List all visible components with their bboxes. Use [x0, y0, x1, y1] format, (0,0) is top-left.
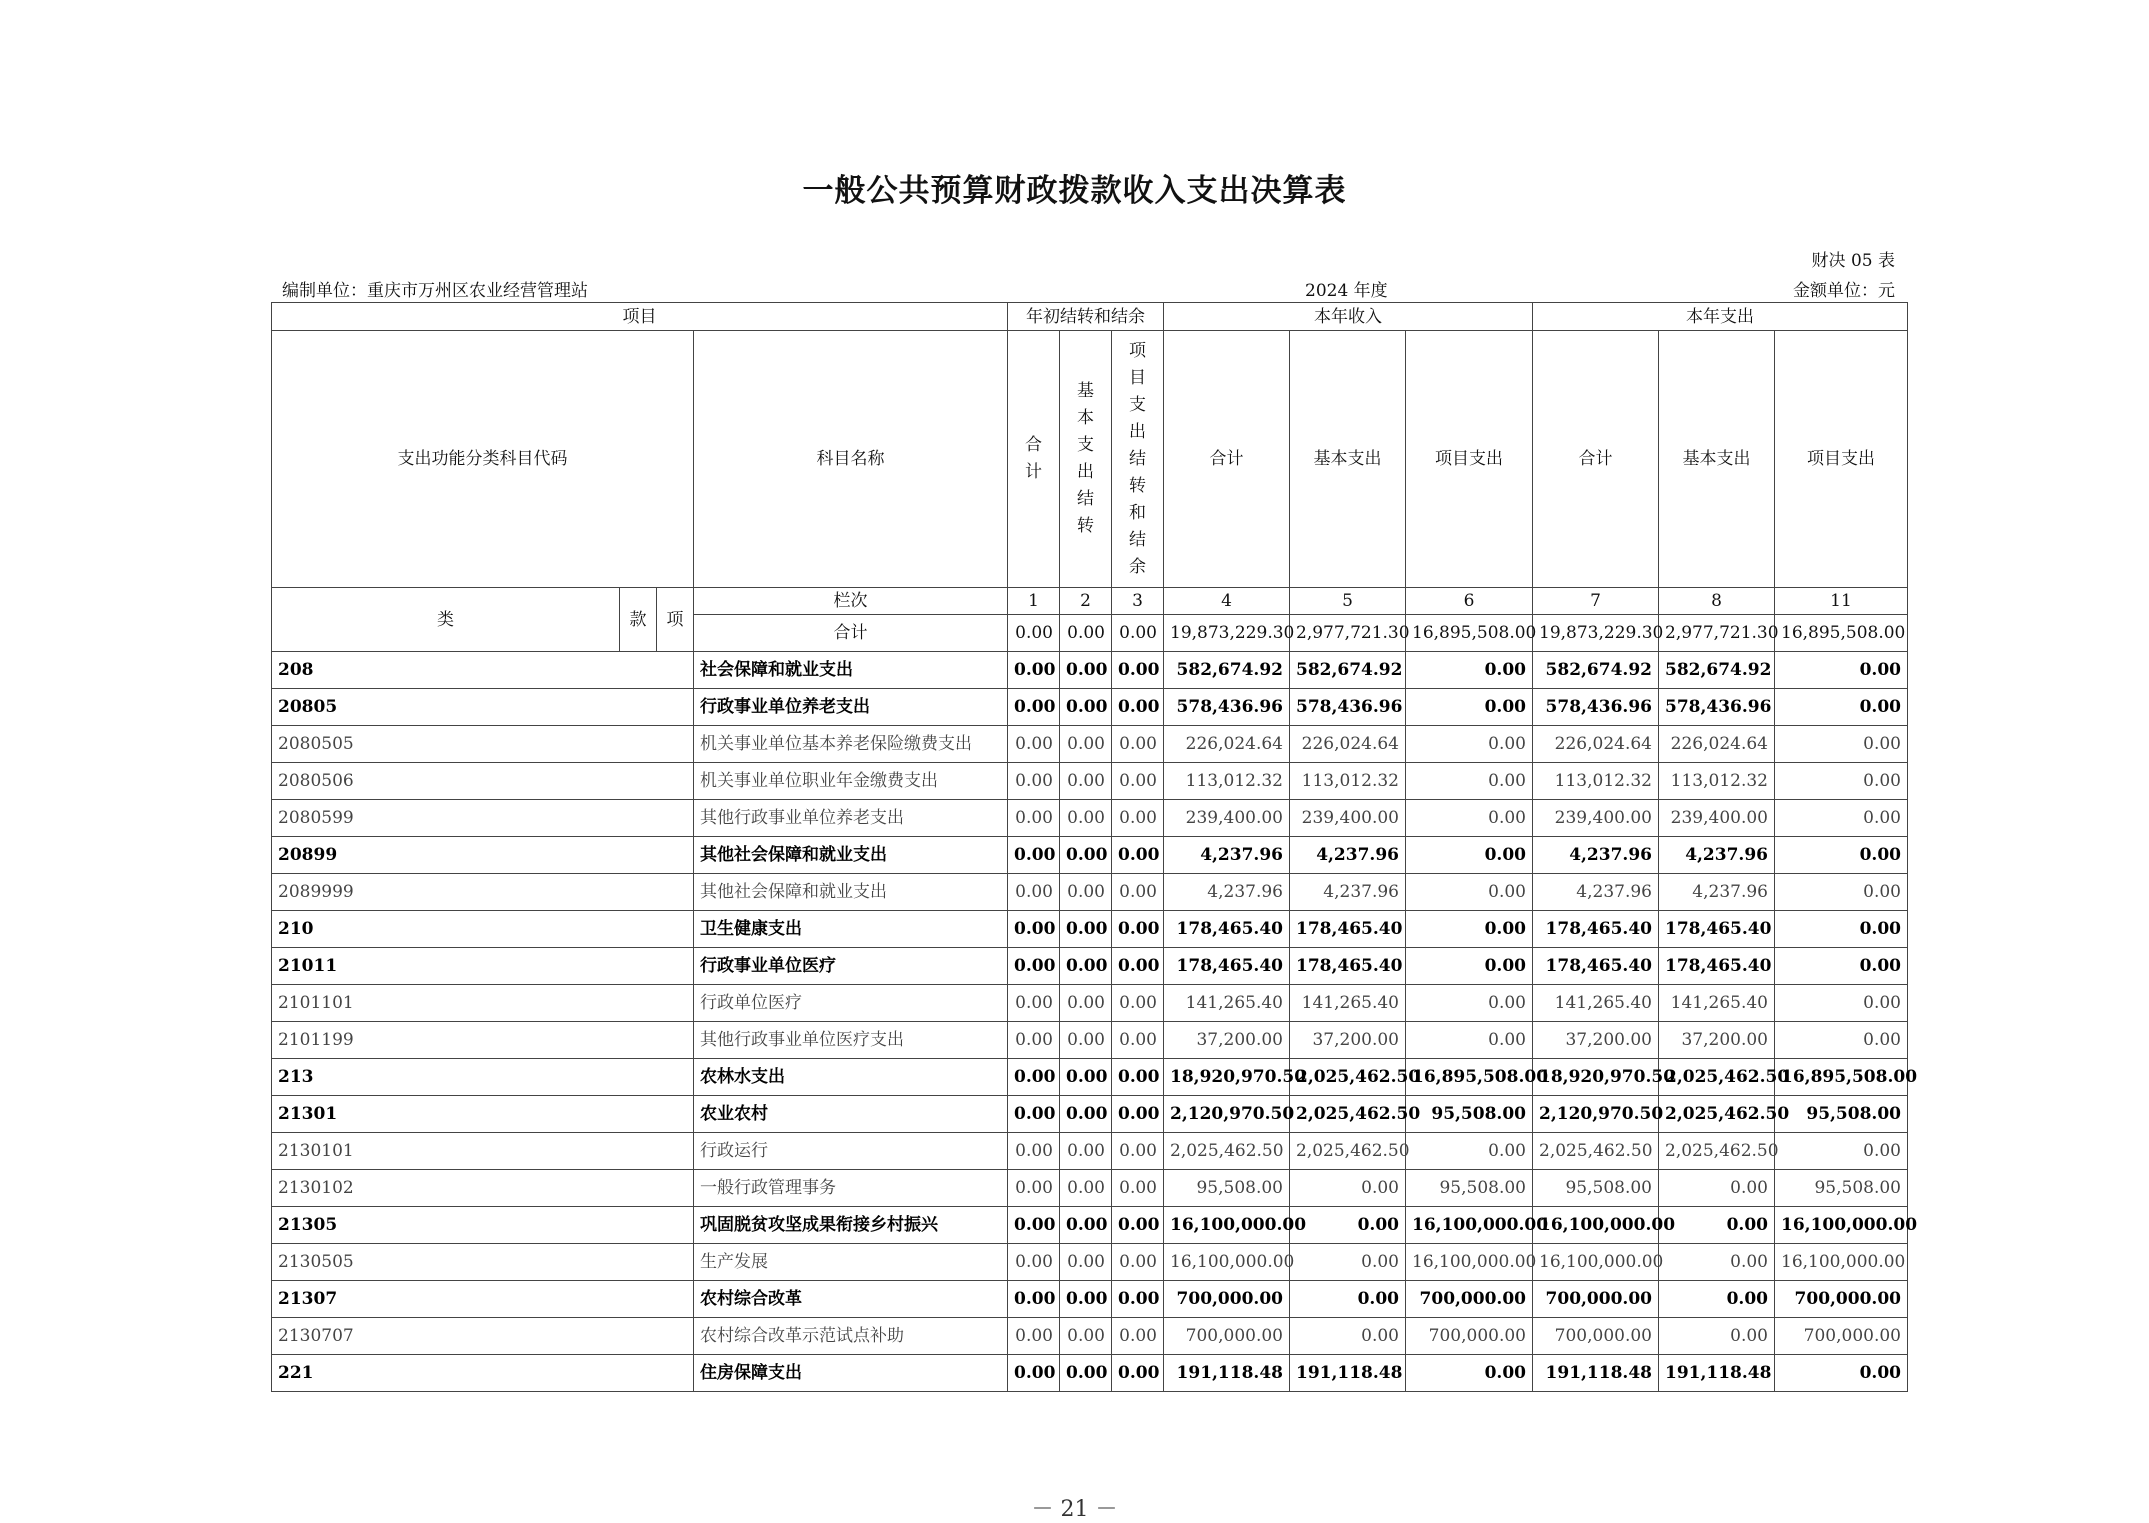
- total-value: 19,873,229.30: [1164, 615, 1290, 652]
- row-value: 95,508.00: [1775, 1096, 1908, 1133]
- table-row: [272, 874, 1908, 911]
- row-value: 0.00: [1406, 874, 1533, 911]
- row-value: 16,895,508.00: [1775, 1059, 1908, 1096]
- header-begin-basic: 基本支出结转: [1077, 381, 1094, 536]
- row-code: 2130707: [272, 1318, 694, 1355]
- row-value: 0.00: [1659, 1281, 1775, 1318]
- row-value: 0.00: [1406, 1133, 1533, 1170]
- row-value: 239,400.00: [1659, 800, 1775, 837]
- row-value: 0.00: [1112, 948, 1164, 985]
- row-value: 0.00: [1060, 985, 1112, 1022]
- row-value: 16,895,508.00: [1406, 1059, 1533, 1096]
- row-value: 0.00: [1008, 837, 1060, 874]
- row-value: 0.00: [1775, 1022, 1908, 1059]
- table-row: [272, 1022, 1908, 1059]
- row-value: 0.00: [1290, 1207, 1406, 1244]
- table-row: [272, 689, 1908, 726]
- header-begin-balance: 年初结转和结余: [1008, 303, 1164, 331]
- row-value: 18,920,970.50: [1533, 1059, 1659, 1096]
- row-value: 0.00: [1406, 911, 1533, 948]
- table-row: [272, 1059, 1908, 1096]
- row-code: 208: [272, 652, 694, 689]
- row-value: 141,265.40: [1164, 985, 1290, 1022]
- row-value: 226,024.64: [1659, 726, 1775, 763]
- row-name: 行政单位医疗: [694, 985, 1008, 1022]
- row-value: 582,674.92: [1533, 652, 1659, 689]
- row-value: 191,118.48: [1533, 1355, 1659, 1392]
- row-value: 0.00: [1008, 763, 1060, 800]
- row-value: 578,436.96: [1290, 689, 1406, 726]
- row-value: 582,674.92: [1659, 652, 1775, 689]
- row-value: 0.00: [1060, 1207, 1112, 1244]
- row-value: 0.00: [1008, 1318, 1060, 1355]
- row-value: 700,000.00: [1164, 1318, 1290, 1355]
- row-value: 0.00: [1112, 985, 1164, 1022]
- row-value: 0.00: [1060, 689, 1112, 726]
- row-value: 16,100,000.00: [1164, 1207, 1290, 1244]
- row-value: 0.00: [1406, 689, 1533, 726]
- total-label: 合计: [694, 615, 1008, 652]
- row-name: 其他行政事业单位医疗支出: [694, 1022, 1008, 1059]
- header-income-project: 项目支出: [1406, 331, 1533, 588]
- document-title: 一般公共预算财政拨款收入支出决算表: [802, 173, 1347, 209]
- row-value: 578,436.96: [1164, 689, 1290, 726]
- row-value: 0.00: [1290, 1170, 1406, 1207]
- row-value: 2,025,462.50: [1164, 1133, 1290, 1170]
- row-value: 95,508.00: [1533, 1170, 1659, 1207]
- col-index: 6: [1406, 588, 1533, 615]
- row-code: 20899: [272, 837, 694, 874]
- row-value: 0.00: [1112, 763, 1164, 800]
- table-row: [272, 1318, 1908, 1355]
- row-value: 0.00: [1060, 1170, 1112, 1207]
- row-value: 700,000.00: [1775, 1281, 1908, 1318]
- row-value: 0.00: [1112, 1170, 1164, 1207]
- row-value: 0.00: [1406, 1022, 1533, 1059]
- row-value: 578,436.96: [1659, 689, 1775, 726]
- row-value: 16,100,000.00: [1775, 1244, 1908, 1281]
- row-code: 221: [272, 1355, 694, 1392]
- row-value: 0.00: [1060, 1281, 1112, 1318]
- row-value: 16,100,000.00: [1406, 1207, 1533, 1244]
- row-value: 0.00: [1060, 1096, 1112, 1133]
- header-xiang: 项: [657, 588, 694, 652]
- row-value: 141,265.40: [1659, 985, 1775, 1022]
- table-row: [272, 1207, 1908, 1244]
- row-value: 0.00: [1112, 1096, 1164, 1133]
- row-value: 191,118.48: [1164, 1355, 1290, 1392]
- row-value: 700,000.00: [1164, 1281, 1290, 1318]
- row-name: 住房保障支出: [694, 1355, 1008, 1392]
- row-value: 700,000.00: [1533, 1318, 1659, 1355]
- row-value: 582,674.92: [1290, 652, 1406, 689]
- row-value: 0.00: [1775, 874, 1908, 911]
- row-value: 0.00: [1060, 763, 1112, 800]
- row-value: 226,024.64: [1290, 726, 1406, 763]
- row-value: 0.00: [1008, 911, 1060, 948]
- header-expense: 本年支出: [1533, 303, 1908, 331]
- row-value: 0.00: [1008, 1244, 1060, 1281]
- total-value: 0.00: [1060, 615, 1112, 652]
- header-lei: 类: [272, 588, 620, 652]
- row-value: 0.00: [1112, 911, 1164, 948]
- row-value: 2,025,462.50: [1290, 1133, 1406, 1170]
- col-index: 8: [1659, 588, 1775, 615]
- row-value: 0.00: [1008, 948, 1060, 985]
- row-value: 0.00: [1775, 652, 1908, 689]
- row-value: 0.00: [1008, 874, 1060, 911]
- row-name: 巩固脱贫攻坚成果衔接乡村振兴: [694, 1207, 1008, 1244]
- total-value: 0.00: [1008, 615, 1060, 652]
- row-value: 178,465.40: [1290, 948, 1406, 985]
- row-value: 4,237.96: [1533, 874, 1659, 911]
- row-value: 0.00: [1060, 1059, 1112, 1096]
- row-code: 2089999: [272, 874, 694, 911]
- row-value: 0.00: [1112, 837, 1164, 874]
- row-value: 0.00: [1060, 1244, 1112, 1281]
- row-name: 行政运行: [694, 1133, 1008, 1170]
- row-value: 95,508.00: [1775, 1170, 1908, 1207]
- row-value: 178,465.40: [1290, 911, 1406, 948]
- row-value: 16,100,000.00: [1164, 1244, 1290, 1281]
- row-value: 0.00: [1659, 1170, 1775, 1207]
- row-value: 0.00: [1659, 1244, 1775, 1281]
- row-value: 141,265.40: [1533, 985, 1659, 1022]
- row-value: 700,000.00: [1775, 1318, 1908, 1355]
- row-value: 178,465.40: [1533, 911, 1659, 948]
- row-value: 0.00: [1406, 1355, 1533, 1392]
- row-value: 113,012.32: [1164, 763, 1290, 800]
- row-value: 0.00: [1406, 837, 1533, 874]
- header-expense-project: 项目支出: [1775, 331, 1908, 588]
- row-value: 113,012.32: [1533, 763, 1659, 800]
- row-value: 0.00: [1775, 763, 1908, 800]
- row-value: 95,508.00: [1164, 1170, 1290, 1207]
- total-value: 2,977,721.30: [1290, 615, 1406, 652]
- row-value: 700,000.00: [1406, 1281, 1533, 1318]
- row-value: 0.00: [1775, 985, 1908, 1022]
- row-value: 0.00: [1406, 763, 1533, 800]
- table-row: [272, 911, 1908, 948]
- row-value: 0.00: [1406, 652, 1533, 689]
- row-value: 0.00: [1008, 985, 1060, 1022]
- header-code: 支出功能分类科目代码: [272, 331, 694, 588]
- row-value: 700,000.00: [1533, 1281, 1659, 1318]
- row-value: 0.00: [1112, 1355, 1164, 1392]
- row-code: 2130505: [272, 1244, 694, 1281]
- row-value: 178,465.40: [1164, 948, 1290, 985]
- row-value: 0.00: [1008, 800, 1060, 837]
- row-name: 社会保障和就业支出: [694, 652, 1008, 689]
- row-value: 113,012.32: [1659, 763, 1775, 800]
- table-row: [272, 985, 1908, 1022]
- row-value: 4,237.96: [1164, 837, 1290, 874]
- row-value: 0.00: [1008, 689, 1060, 726]
- row-name: 生产发展: [694, 1244, 1008, 1281]
- row-value: 0.00: [1290, 1318, 1406, 1355]
- row-value: 0.00: [1060, 1022, 1112, 1059]
- row-value: 0.00: [1060, 1318, 1112, 1355]
- col-index: 5: [1290, 588, 1406, 615]
- row-code: 2080505: [272, 726, 694, 763]
- total-value: 0.00: [1112, 615, 1164, 652]
- row-value: 0.00: [1060, 874, 1112, 911]
- row-code: 2101101: [272, 985, 694, 1022]
- page-number: － 21 －: [1031, 1497, 1118, 1522]
- row-value: 0.00: [1008, 1022, 1060, 1059]
- row-code: 21305: [272, 1207, 694, 1244]
- row-value: 0.00: [1775, 800, 1908, 837]
- row-name: 行政事业单位医疗: [694, 948, 1008, 985]
- row-value: 178,465.40: [1164, 911, 1290, 948]
- row-value: 4,237.96: [1659, 837, 1775, 874]
- total-value: 2,977,721.30: [1659, 615, 1775, 652]
- table-row: [272, 726, 1908, 763]
- row-name: 农业农村: [694, 1096, 1008, 1133]
- row-value: 0.00: [1112, 1207, 1164, 1244]
- row-code: 21301: [272, 1096, 694, 1133]
- row-value: 0.00: [1406, 800, 1533, 837]
- table-row: [272, 948, 1908, 985]
- header-name: 科目名称: [694, 331, 1008, 588]
- row-value: 37,200.00: [1290, 1022, 1406, 1059]
- table-row: [272, 1244, 1908, 1281]
- row-value: 0.00: [1112, 1022, 1164, 1059]
- row-value: 16,100,000.00: [1533, 1207, 1659, 1244]
- row-value: 0.00: [1290, 1244, 1406, 1281]
- row-code: 21011: [272, 948, 694, 985]
- row-value: 226,024.64: [1164, 726, 1290, 763]
- row-value: 239,400.00: [1533, 800, 1659, 837]
- row-value: 191,118.48: [1659, 1355, 1775, 1392]
- row-value: 0.00: [1112, 1059, 1164, 1096]
- row-name: 卫生健康支出: [694, 911, 1008, 948]
- row-value: 0.00: [1060, 948, 1112, 985]
- row-code: 213: [272, 1059, 694, 1096]
- header-income-total: 合计: [1164, 331, 1290, 588]
- row-value: 0.00: [1112, 689, 1164, 726]
- header-income-basic: 基本支出: [1290, 331, 1406, 588]
- row-value: 37,200.00: [1164, 1022, 1290, 1059]
- row-value: 0.00: [1406, 726, 1533, 763]
- row-value: 0.00: [1775, 911, 1908, 948]
- budget-table: [271, 302, 1918, 1392]
- row-value: 2,025,462.50: [1659, 1059, 1775, 1096]
- row-value: 0.00: [1008, 1096, 1060, 1133]
- row-value: 2,120,970.50: [1164, 1096, 1290, 1133]
- row-code: 2130102: [272, 1170, 694, 1207]
- row-value: 2,025,462.50: [1533, 1133, 1659, 1170]
- row-value: 178,465.40: [1659, 911, 1775, 948]
- row-value: 0.00: [1112, 652, 1164, 689]
- row-value: 95,508.00: [1406, 1170, 1533, 1207]
- row-value: 37,200.00: [1659, 1022, 1775, 1059]
- col-index: 3: [1112, 588, 1164, 615]
- table-row: [272, 1281, 1908, 1318]
- row-value: 2,025,462.50: [1659, 1096, 1775, 1133]
- row-value: 178,465.40: [1533, 948, 1659, 985]
- row-name: 其他社会保障和就业支出: [694, 874, 1008, 911]
- row-value: 0.00: [1406, 948, 1533, 985]
- row-value: 0.00: [1008, 1355, 1060, 1392]
- row-value: 4,237.96: [1533, 837, 1659, 874]
- row-value: 4,237.96: [1290, 874, 1406, 911]
- row-value: 4,237.96: [1290, 837, 1406, 874]
- row-value: 0.00: [1112, 1281, 1164, 1318]
- row-value: 113,012.32: [1290, 763, 1406, 800]
- row-code: 210: [272, 911, 694, 948]
- row-value: 0.00: [1775, 726, 1908, 763]
- table-row: [272, 1355, 1908, 1392]
- row-value: 0.00: [1008, 1207, 1060, 1244]
- row-value: 2,025,462.50: [1290, 1096, 1406, 1133]
- row-value: 0.00: [1112, 1244, 1164, 1281]
- row-value: 18,920,970.50: [1164, 1059, 1290, 1096]
- row-value: 37,200.00: [1533, 1022, 1659, 1059]
- row-value: 0.00: [1290, 1281, 1406, 1318]
- amount-unit: 金额单位：元: [1793, 281, 1895, 301]
- row-value: 2,120,970.50: [1533, 1096, 1659, 1133]
- row-value: 0.00: [1112, 1318, 1164, 1355]
- row-value: 582,674.92: [1164, 652, 1290, 689]
- fiscal-year: 2024 年度: [1305, 281, 1388, 301]
- table-row: [272, 763, 1908, 800]
- row-code: 2130101: [272, 1133, 694, 1170]
- row-code: 20805: [272, 689, 694, 726]
- table-row: [272, 652, 1908, 689]
- row-name: 其他行政事业单位养老支出: [694, 800, 1008, 837]
- row-value: 0.00: [1775, 1133, 1908, 1170]
- row-value: 0.00: [1775, 948, 1908, 985]
- row-value: 0.00: [1112, 800, 1164, 837]
- table-row: [272, 1170, 1908, 1207]
- row-value: 141,265.40: [1290, 985, 1406, 1022]
- row-value: 239,400.00: [1164, 800, 1290, 837]
- row-name: 其他社会保障和就业支出: [694, 837, 1008, 874]
- header-begin-project: 项目支出结转和结余: [1129, 340, 1146, 577]
- row-value: 0.00: [1060, 1355, 1112, 1392]
- row-value: 191,118.48: [1290, 1355, 1406, 1392]
- row-value: 0.00: [1060, 911, 1112, 948]
- row-value: 0.00: [1406, 985, 1533, 1022]
- total-value: 16,895,508.00: [1406, 615, 1533, 652]
- row-code: 2101199: [272, 1022, 694, 1059]
- total-value: 16,895,508.00: [1775, 615, 1908, 652]
- col-index: 1: [1008, 588, 1060, 615]
- table-row: [272, 1133, 1908, 1170]
- row-value: 0.00: [1008, 1059, 1060, 1096]
- row-value: 0.00: [1060, 1133, 1112, 1170]
- row-value: 2,025,462.50: [1290, 1059, 1406, 1096]
- row-value: 0.00: [1008, 652, 1060, 689]
- row-value: 0.00: [1775, 837, 1908, 874]
- row-value: 16,100,000.00: [1533, 1244, 1659, 1281]
- row-name: 机关事业单位职业年金缴费支出: [694, 763, 1008, 800]
- form-code: 财决 05 表: [1811, 251, 1895, 271]
- row-value: 0.00: [1008, 726, 1060, 763]
- row-name: 农村综合改革示范试点补助: [694, 1318, 1008, 1355]
- row-value: 4,237.96: [1659, 874, 1775, 911]
- row-value: 578,436.96: [1533, 689, 1659, 726]
- col-index: 7: [1533, 588, 1659, 615]
- table-row: [272, 800, 1908, 837]
- row-value: 0.00: [1112, 874, 1164, 911]
- header-expense-total: 合计: [1533, 331, 1659, 588]
- header-income: 本年收入: [1164, 303, 1533, 331]
- row-value: 0.00: [1775, 689, 1908, 726]
- row-name: 机关事业单位基本养老保险缴费支出: [694, 726, 1008, 763]
- table-row: [272, 837, 1908, 874]
- row-value: 95,508.00: [1406, 1096, 1533, 1133]
- col-index-label: 栏次: [694, 588, 1008, 615]
- row-code: 21307: [272, 1281, 694, 1318]
- total-value: 19,873,229.30: [1533, 615, 1659, 652]
- row-value: 239,400.00: [1290, 800, 1406, 837]
- header-expense-basic: 基本支出: [1659, 331, 1775, 588]
- row-value: 0.00: [1659, 1207, 1775, 1244]
- col-index: 4: [1164, 588, 1290, 615]
- row-name: 行政事业单位养老支出: [694, 689, 1008, 726]
- table-row: [272, 1096, 1908, 1133]
- row-name: 一般行政管理事务: [694, 1170, 1008, 1207]
- row-value: 4,237.96: [1164, 874, 1290, 911]
- row-value: 2,025,462.50: [1659, 1133, 1775, 1170]
- row-name: 农村综合改革: [694, 1281, 1008, 1318]
- row-value: 0.00: [1008, 1133, 1060, 1170]
- row-value: 16,100,000.00: [1775, 1207, 1908, 1244]
- row-value: 0.00: [1060, 652, 1112, 689]
- row-code: 2080599: [272, 800, 694, 837]
- col-index: 2: [1060, 588, 1112, 615]
- row-name: 农林水支出: [694, 1059, 1008, 1096]
- compiling-unit: 编制单位：重庆市万州区农业经营管理站: [282, 281, 588, 301]
- row-value: 226,024.64: [1533, 726, 1659, 763]
- row-value: 0.00: [1008, 1281, 1060, 1318]
- row-value: 0.00: [1060, 800, 1112, 837]
- row-value: 700,000.00: [1406, 1318, 1533, 1355]
- row-value: 0.00: [1008, 1170, 1060, 1207]
- row-value: 0.00: [1112, 1133, 1164, 1170]
- header-project: 项目: [272, 303, 1008, 331]
- col-index: 11: [1775, 588, 1908, 615]
- header-begin-total: 合计: [1025, 435, 1042, 482]
- row-value: 0.00: [1112, 726, 1164, 763]
- row-value: 178,465.40: [1659, 948, 1775, 985]
- header-kuan: 款: [620, 588, 657, 652]
- row-value: 0.00: [1775, 1355, 1908, 1392]
- row-value: 0.00: [1060, 726, 1112, 763]
- row-value: 0.00: [1659, 1318, 1775, 1355]
- row-code: 2080506: [272, 763, 694, 800]
- row-value: 16,100,000.00: [1406, 1244, 1533, 1281]
- row-value: 0.00: [1060, 837, 1112, 874]
